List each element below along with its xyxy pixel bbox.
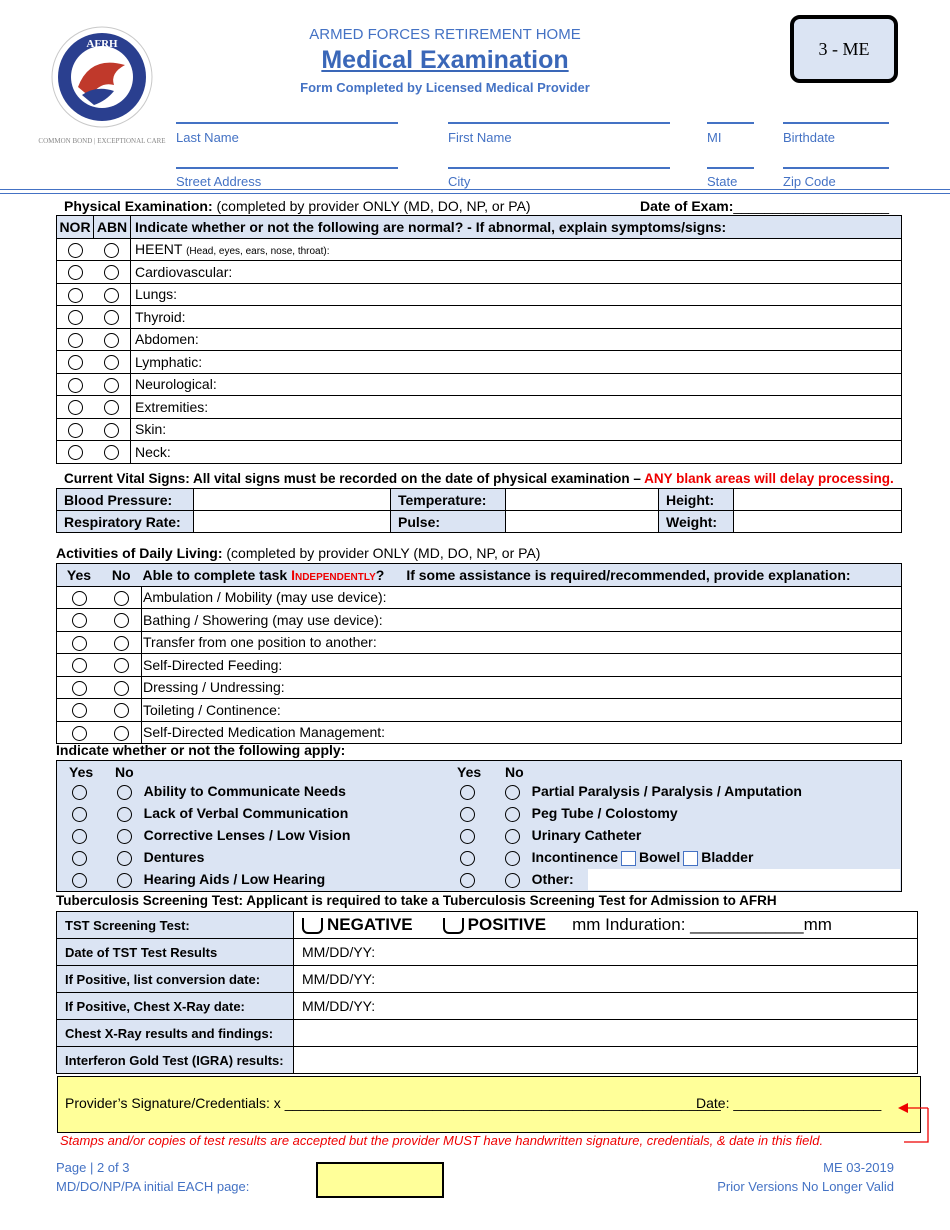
exam-field[interactable]: Lungs: [131, 283, 902, 306]
other-input[interactable] [588, 869, 900, 890]
header-divider [0, 189, 950, 194]
table-row [57, 238, 902, 261]
no-radio[interactable] [505, 829, 520, 844]
street-field[interactable] [176, 167, 398, 169]
temp-input[interactable] [506, 489, 659, 511]
nor-radio[interactable] [68, 243, 83, 258]
exam-field[interactable]: Skin: [131, 418, 902, 441]
apply-title: Indicate whether or not the following apply: [56, 742, 346, 758]
list-item: Incontinence Bowel Bladder [460, 849, 753, 866]
table-row [57, 654, 902, 677]
nor-radio[interactable] [68, 445, 83, 460]
conversion-field[interactable]: MM/DD/YY: [294, 966, 918, 993]
table-row [57, 283, 902, 306]
resp-input[interactable] [194, 511, 391, 533]
street-label: Street Address [176, 174, 262, 189]
abn-radio[interactable] [104, 423, 119, 438]
list-item: Peg Tube / Colostomy [460, 805, 678, 822]
list-item: Urinary Catheter [460, 827, 641, 844]
state-label: State [707, 174, 738, 189]
yes-radio[interactable] [460, 851, 475, 866]
col-no: No [101, 564, 142, 587]
temp-label: Temperature: [391, 489, 506, 511]
xray-results-label: Chest X-Ray results and findings: [57, 1020, 294, 1047]
igra-label: Interferon Gold Test (IGRA) results: [57, 1047, 294, 1074]
tb-table [56, 911, 918, 1074]
no-radio[interactable] [114, 726, 129, 741]
no-radio[interactable] [114, 681, 129, 696]
table-row [57, 306, 902, 329]
exam-date[interactable]: Date of Exam:____________________ [640, 198, 890, 214]
physical-title: Physical Examination: (completed by provider ONLY (MD, DO, NP, or PA) [64, 198, 531, 214]
page-subtitle: Form Completed by Licensed Medical Provider [300, 80, 590, 95]
nor-radio[interactable] [68, 288, 83, 303]
yes-radio[interactable] [72, 681, 87, 696]
page-title: Medical Examination [321, 46, 569, 74]
signature-box[interactable] [57, 1076, 921, 1133]
exam-field[interactable]: Abdomen: [131, 328, 902, 351]
no-radio[interactable] [505, 873, 520, 888]
yes-radio[interactable] [460, 873, 475, 888]
list-item: Hearing Aids / Low Hearing [72, 871, 325, 888]
yes-radio[interactable] [72, 785, 87, 800]
abn-radio[interactable] [104, 310, 119, 325]
no-radio[interactable] [114, 591, 129, 606]
nor-radio[interactable] [68, 310, 83, 325]
weight-input[interactable] [734, 511, 902, 533]
table-row [57, 586, 902, 609]
yes-radio[interactable] [72, 658, 87, 673]
initial-box[interactable] [316, 1162, 444, 1198]
first-name-label: First Name [448, 130, 512, 145]
weight-label: Weight: [659, 511, 734, 533]
list-item: Other: [460, 871, 574, 888]
exam-field[interactable]: Extremities: [131, 396, 902, 419]
height-input[interactable] [734, 489, 902, 511]
signature-note: Stamps and/or copies of test results are accepted but the provider MUST have handwritten signature, credentials, & date in this field. [60, 1133, 824, 1148]
no-radio[interactable] [117, 829, 132, 844]
yes-radio[interactable] [72, 807, 87, 822]
table-row [57, 261, 902, 284]
table-row [57, 418, 902, 441]
exam-field[interactable]: Neurological: [131, 373, 902, 396]
negative-checkbox[interactable] [302, 918, 323, 934]
xray-date-label: If Positive, Chest X-Ray date: [57, 993, 294, 1020]
form-code-box [790, 15, 898, 83]
table-row [57, 351, 902, 374]
xray-date-field[interactable]: MM/DD/YY: [294, 993, 918, 1020]
city-label: City [448, 174, 471, 189]
yes-radio[interactable] [72, 591, 87, 606]
tst-result: NEGATIVE POSITIVE mm Induration: ____________mm [294, 912, 918, 939]
last-name-field[interactable] [176, 122, 398, 124]
date-results-field[interactable]: MM/DD/YY: [294, 939, 918, 966]
col-yes: Yes [57, 564, 102, 587]
birthdate-label: Birthdate [783, 130, 836, 145]
apply-yes-right: Yes [457, 764, 482, 780]
adl-field[interactable]: Ambulation / Mobility (may use device): [142, 586, 902, 609]
table-row [57, 441, 902, 464]
conversion-label: If Positive, list conversion date: [57, 966, 294, 993]
arrow-icon [898, 1100, 930, 1144]
abn-radio[interactable] [104, 243, 119, 258]
prior-versions: Prior Versions No Longer Valid [717, 1179, 894, 1194]
list-item: Partial Paralysis / Paralysis / Amputation [460, 783, 802, 800]
signature-date: Date: ___________________ [696, 1095, 882, 1111]
mi-label: MI [707, 130, 722, 145]
exam-field[interactable]: Cardiovascular: [131, 261, 902, 284]
adl-field[interactable]: Transfer from one position to another: [142, 631, 902, 654]
abn-radio[interactable] [104, 378, 119, 393]
birthdate-field[interactable] [783, 122, 889, 124]
xray-results-field[interactable] [294, 1020, 918, 1047]
bp-input[interactable] [194, 489, 391, 511]
list-item: Corrective Lenses / Low Vision [72, 827, 350, 844]
zip-label: Zip Code [783, 174, 836, 189]
first-name-field[interactable] [448, 122, 670, 124]
vitals-table [56, 488, 902, 533]
igra-field[interactable] [294, 1047, 918, 1074]
bladder-checkbox[interactable] [683, 851, 698, 866]
col-desc: Indicate whether or not the following are normal? - If abnormal, explain symptoms/signs: [131, 216, 902, 239]
no-radio[interactable] [505, 851, 520, 866]
exam-field[interactable]: Thyroid: [131, 306, 902, 329]
pulse-label: Pulse: [391, 511, 506, 533]
height-label: Height: [659, 489, 734, 511]
exam-field[interactable]: Lymphatic: [131, 351, 902, 374]
nor-radio[interactable] [68, 265, 83, 280]
nor-radio[interactable] [68, 355, 83, 370]
nor-radio[interactable] [68, 423, 83, 438]
org-name: ARMED FORCES RETIREMENT HOME [309, 26, 581, 43]
abn-radio[interactable] [104, 355, 119, 370]
date-results-label: Date of TST Test Results [57, 939, 294, 966]
abn-radio[interactable] [104, 445, 119, 460]
physical-table [56, 215, 902, 464]
vitals-title: Current Vital Signs: All vital signs must be recorded on the date of physical examination – ANY blank areas will delay processing. [64, 471, 894, 486]
apply-no-left: No [115, 764, 134, 780]
no-radio[interactable] [505, 785, 520, 800]
exam-field[interactable]: Neck: [131, 441, 902, 464]
adl-table [56, 563, 902, 744]
table-row [57, 396, 902, 419]
city-field[interactable] [448, 167, 670, 169]
no-radio[interactable] [117, 873, 132, 888]
resp-label: Respiratory Rate: [57, 511, 194, 533]
no-radio[interactable] [114, 658, 129, 673]
no-radio[interactable] [114, 636, 129, 651]
table-row [57, 609, 902, 632]
yes-radio[interactable] [72, 613, 87, 628]
adl-field[interactable]: Dressing / Undressing: [142, 676, 902, 699]
col-task: Able to complete task Independently? If some assistance is required/recommended, provide explanation: [142, 564, 902, 587]
page-number: Page | 2 of 3 [56, 1160, 130, 1175]
no-radio[interactable] [117, 851, 132, 866]
state-field[interactable] [707, 167, 754, 169]
initial-label: MD/DO/NP/PA initial EACH page: [56, 1179, 250, 1194]
table-row [57, 631, 902, 654]
logo-motto: COMMON BOND | EXCEPTIONAL CARE [38, 137, 166, 145]
yes-radio[interactable] [72, 829, 87, 844]
table-row [57, 373, 902, 396]
adl-field[interactable]: Toileting / Continence: [142, 699, 902, 722]
table-row [57, 328, 902, 351]
form-code: 3 - ME [818, 38, 870, 59]
yes-radio[interactable] [72, 726, 87, 741]
last-name-label: Last Name [176, 130, 239, 145]
yes-radio[interactable] [72, 703, 87, 718]
nor-radio[interactable] [68, 378, 83, 393]
afrh-logo [30, 15, 175, 155]
nor-radio[interactable] [68, 400, 83, 415]
yes-radio[interactable] [460, 807, 475, 822]
yes-radio[interactable] [460, 785, 475, 800]
bowel-checkbox[interactable] [621, 851, 636, 866]
positive-checkbox[interactable] [443, 918, 464, 934]
adl-field[interactable]: Self-Directed Medication Management: [142, 721, 902, 744]
tst-label: TST Screening Test: [57, 912, 294, 939]
no-radio[interactable] [117, 785, 132, 800]
no-radio[interactable] [505, 807, 520, 822]
table-row [57, 699, 902, 722]
tb-title: Tuberculosis Screening Test: Applicant is required to take a Tuberculosis Screening Test for Admission to AFRH [56, 893, 777, 908]
logo-text: AFRH [86, 38, 118, 50]
pulse-input[interactable] [506, 511, 659, 533]
mi-field[interactable] [707, 122, 754, 124]
abn-radio[interactable] [104, 288, 119, 303]
apply-yes-left: Yes [69, 764, 94, 780]
apply-section [56, 760, 902, 892]
table-row [57, 676, 902, 699]
list-item: Lack of Verbal Communication [72, 805, 348, 822]
table-row [57, 721, 902, 744]
signature-label: Provider’s Signature/Credentials: x ________________________________________________________ [65, 1095, 721, 1111]
zip-field[interactable] [783, 167, 889, 169]
adl-title: Activities of Daily Living: (completed by provider ONLY (MD, DO, NP, or PA) [56, 545, 541, 561]
yes-radio[interactable] [72, 636, 87, 651]
no-radio[interactable] [117, 807, 132, 822]
col-nor: NOR [57, 216, 94, 239]
adl-field[interactable]: Self-Directed Feeding: [142, 654, 902, 677]
list-item: Dentures [72, 849, 204, 866]
list-item: Ability to Communicate Needs [72, 783, 346, 800]
adl-field[interactable]: Bathing / Showering (may use device): [142, 609, 902, 632]
no-radio[interactable] [114, 703, 129, 718]
no-radio[interactable] [114, 613, 129, 628]
col-abn: ABN [94, 216, 131, 239]
heent-field[interactable]: HEENT (Head, eyes, ears, nose, throat): [131, 238, 902, 261]
form-version: ME 03-2019 [823, 1160, 894, 1175]
abn-radio[interactable] [104, 400, 119, 415]
yes-radio[interactable] [72, 873, 87, 888]
abn-radio[interactable] [104, 333, 119, 348]
bp-label: Blood Pressure: [57, 489, 194, 511]
abn-radio[interactable] [104, 265, 119, 280]
yes-radio[interactable] [460, 829, 475, 844]
apply-no-right: No [505, 764, 524, 780]
nor-radio[interactable] [68, 333, 83, 348]
yes-radio[interactable] [72, 851, 87, 866]
